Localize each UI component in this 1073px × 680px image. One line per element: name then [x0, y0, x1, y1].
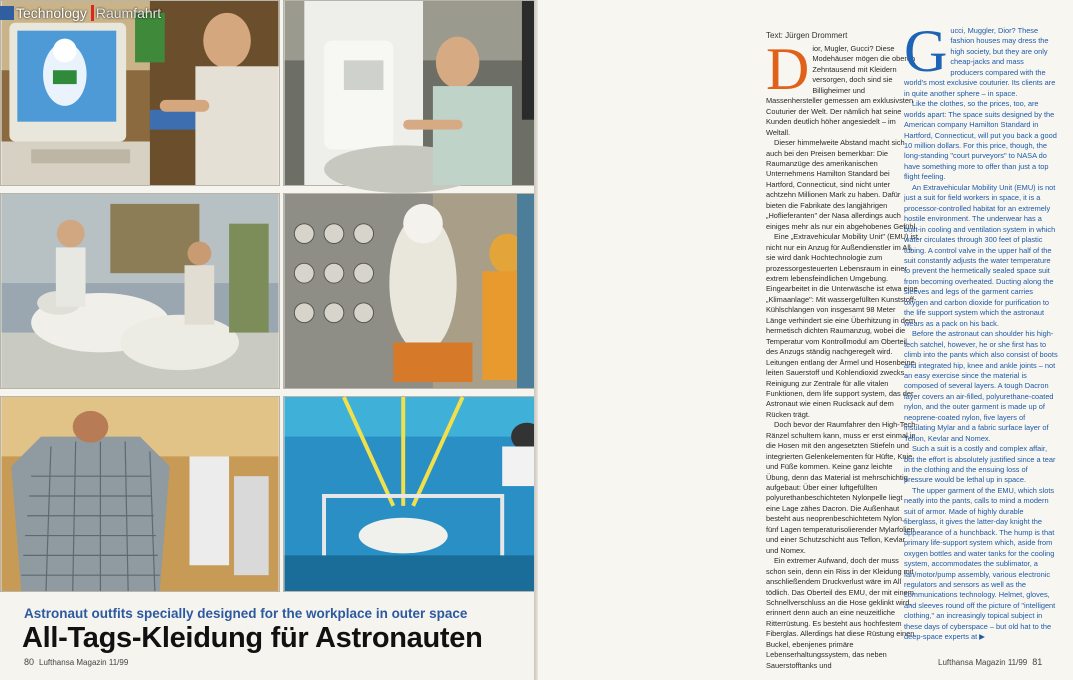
- photo-water-tanks: [283, 0, 566, 186]
- paragraph: ior, Mugler, Gucci? Diese Modehäuser mögen die oberen Zehntausend mit Kleidern versorgen, doch sind sie Billigheimer und Massenhersteller gemessen am exklusivsten Couturier der Welt. Der nämlich hat seine Kunden deutlich höher angesiedelt – im Weltall.: [766, 44, 916, 137]
- right-page: [538, 0, 1073, 680]
- section-label: [0, 4, 161, 22]
- section-divider: [91, 5, 94, 21]
- paragraph: Ein extremer Aufwand, doch der muss schon sein, denn ein Riss in der Kleidung mit anschließendem Druckverlust wäre im All tödlich. Das Oberteil des EMU, der mit einem Schnellverschluss an die Hose geklinkt wird, erinnert denn auch an eine neuzeitliche Ritterrüstung. Es besteht aus hochfestem Fiberglas. Allerdings hat diese Rüstung einen Buckel, ebenjenes primäre Lebenserhaltungssystem, das neben Sauerstofftanks und: [766, 556, 915, 670]
- lab-test-photo-icon: [1, 194, 279, 388]
- section-name: Technology: [16, 5, 87, 21]
- photo-russian-suit-lab: [283, 193, 566, 389]
- paragraph: The upper garment of the EMU, which slots neatly into the pants, calls to mind a modern suit of armor. Made of highly durable fiberglass, it gives the latter-day knight the appearance of a hunchback. The hump is that primary life-support system which, aside from oxygen bottles and water tanks for the cooling system, accommodates the sublimator, a fan/motor/pump assembly, various electronic regulators and sensors as well as the communications technology. Helmet, gloves, and sleeves round off the picture of "intelligent clothing," an increasingly topical subject in these days of cyberspace – but old hat to the deep-space experts at ▶: [904, 485, 1056, 642]
- article-column-german: [766, 36, 918, 670]
- magazine-name: Lufthansa Magazin 11/99: [938, 658, 1028, 667]
- paragraph: Eine „Extravehicular Mobility Unit" (EMU) ist nicht nur ein Anzug für Außendienstler im All, sie wird dank Hochtechnologie zum prozessorgesteuerten Lebensraum in einer extrem lebensfeindlichen Umgebung. Eingearbeitet in die Unterwäsche ist etwa eine „Klimaanlage": Mit wassergefüllten Kunststoff-Kühlschlangen von insgesamt 98 Meter Länge verhindert sie eine Überhitzung in dem hermetisch dichten Raumanzug, wobei die Temperatur vom Kontrollmodul am Oberteil des Anzugs ständig nachgeregelt wird. Leitungen entlang der Ärmel und Hosenbeine leiten Sauerstoff und Kohlendioxid zwecks Reinigung zur Zentrale für alle vitalen Funktionen, dem life support system, das der Astronaut wie einen Rucksack auf dem Rücken trägt.: [766, 232, 918, 419]
- paragraph: Dieser himmelweite Abstand macht sich auch bei den Preisen bemerkbar: Die Raumanzüge des amerikanischen Unternehmens Hamilton Standard bei Hartford, Connecticut, sind nicht unter achtzehn Millionen Mark zu haben. Dafür bieten die Fabrikate des langjährigen „Hoflieferanten" der Nasa allerdings auch einiges mehr als nur ein abgehobenes Gefühl.: [766, 138, 918, 231]
- subhead: Astronaut outfits specially designed for the workplace in outer space: [24, 606, 468, 621]
- photo-nasa-comfort-test: [0, 193, 280, 389]
- suit-fitting-photo-icon: [284, 1, 565, 185]
- photo-mesh-underwear: [0, 396, 280, 592]
- suit-lab-photo-icon: [284, 194, 565, 388]
- paragraph: Such a suit is a costly and complex affair, but the effort is absolutely justified since a tear in the clothing and the ensuing loss of pressure would be lethal up in space.: [904, 444, 1056, 485]
- paragraph: Doch bevor der Raumfahrer den High-Tech-Ränzel schultern kann, muss er erst einmal in die Hosen mit den angesetzten Stiefeln und integrierten Gelenkelementen für Hüfte, Knie und Füße kommen. Keine ganz leichte Übung, denn das Material ist mehrschichtig aufgebaut: Über einer luftgefüllten polyurethanbeschichteten Nylonpelle liegt eine Lage zähes Dacron. Die Außenhaut besteht aus neoprenbeschichtetem Nylon, fünf Lagen temperaturisolierender Mylarfolien und einer Schutzschicht aus Teflon, Kevlar und Nomex.: [766, 420, 918, 555]
- subsection-name: Raumfahrt: [95, 5, 162, 21]
- pool-test-photo-icon: [284, 397, 565, 591]
- magazine-name: Lufthansa Magazin 11/99: [39, 658, 129, 667]
- paragraph: Before the astronaut can shoulder his high-tech satchel, however, he or she first has to climb into the pants which also consist of boots and integrated hip, knee and ankle joints – not an easy exercise since the material is composed of several layers. A tough Dacron layer covers an air-filled, polyurethane-coated nylon, and the outer garment is made up of neoprene-coated nylon, five layers of insulating Mylar and a fabric surface layer of Teflon, Kevlar and Nomex.: [904, 329, 1058, 443]
- mesh-shirt-photo-icon: [1, 397, 279, 591]
- paragraph: ucci, Muggler, Dior? These fashion houses may dress the high society, but they are only cheap-jacks and mass producers compared with the world's most exclusive couturier. Its clients are in quite another sphere – in space.: [904, 26, 1056, 98]
- photo-hamilton-designers: [0, 0, 280, 186]
- folio-left: [24, 657, 128, 667]
- paragraph: Like the clothes, so the prices, too, are worlds apart: The space suits designed by the American company Hamilton Standard in Hartford, Connecticut, will put you back a good 10 million dollars. For this price, though, the long-standing "court purveyors" to NASA do have something more to offer than just a top flight feeling.: [904, 99, 1057, 182]
- page-number: 81: [1032, 657, 1043, 667]
- author-credit: Text: Jürgen Drommert: [766, 31, 848, 40]
- section-marker-icon: [0, 6, 14, 20]
- folio-right: [938, 657, 1042, 667]
- computer-screen-photo-icon: [1, 1, 279, 185]
- dropcap-en: G: [904, 18, 948, 84]
- paragraph: An Extravehicular Mobility Unit (EMU) is not just a suit for field workers in space, it is a processor-controlled habitat for an extremely hostile environment. The underwear has a built-in cooling and ventilation system in which water circulates through 300 feet of plastic tubing. A control valve in the upper half of the suit constantly adjusts the water temperature to prevent the hermetically sealed space suit from becoming overheated. Ducting along the sleeves and legs of the garment carries oxygen and carbon dioxide for purification to the life support system which the astronaut wears as a pack on his back.: [904, 182, 1056, 328]
- article-column-english: [904, 18, 1058, 646]
- headline: All-Tags-Kleidung für Astronauten: [22, 622, 483, 654]
- photo-dive-tank: [283, 396, 566, 592]
- left-page: [0, 0, 534, 680]
- page-number: 80: [24, 657, 35, 667]
- dropcap-de: D: [766, 36, 810, 102]
